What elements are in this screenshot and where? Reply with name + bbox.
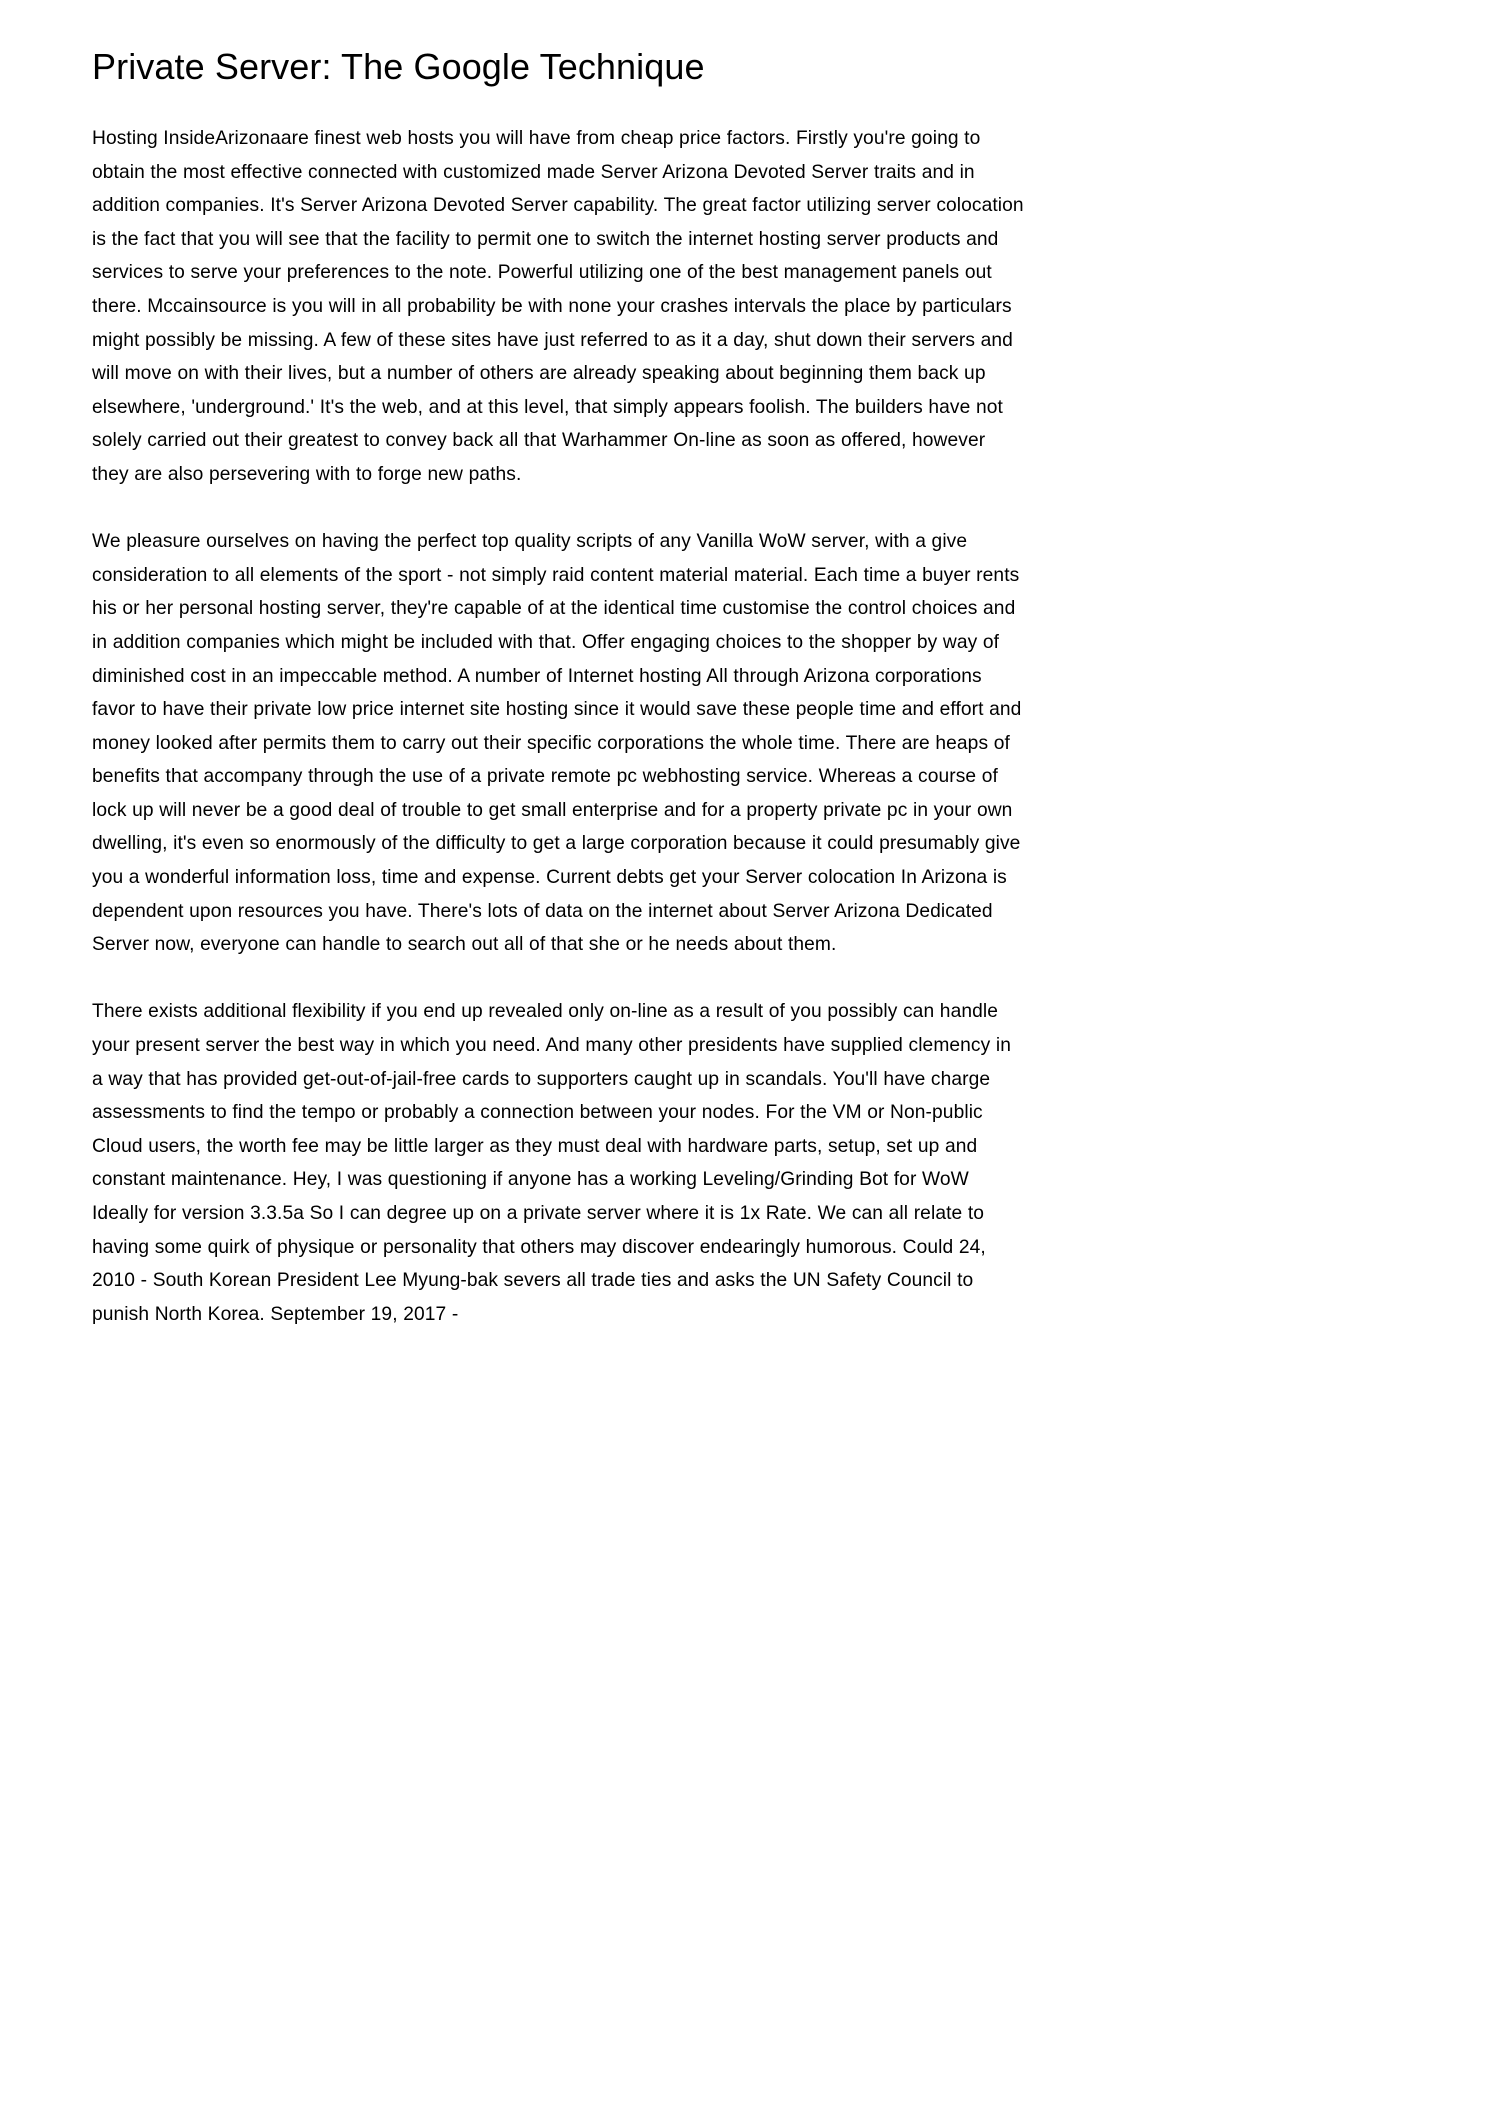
page-title: Private Server: The Google Technique	[92, 46, 705, 87]
article-body	[92, 122, 1024, 1331]
paragraph-2: We pleasure ourselves on having the perfect top quality scripts of any Vanilla WoW server, with a give consideration to all elements of the sport - not simply raid content material material. Each time a buyer rents his or her personal hosting server, they're capable of at the identical time customise the control choices and in addition companies which might be included with that. Offer engaging choices to the shopper by way of diminished cost in an impeccable method. A number of Internet hosting All through Arizona corporations favor to have their private low price internet site hosting since it would save these people time and effort and money looked after permits them to carry out their specific corporations the whole time. There are heaps of benefits that accompany through the use of a private remote pc webhosting service. Whereas a course of lock up will never be a good deal of trouble to get small enterprise and for a property private pc in your own dwelling, it's even so enormously of the difficulty to get a large corporation because it could presumably give you a wonderful information loss, time and expense. Current debts get your Server colocation In Arizona is dependent upon resources you have. There's lots of data on the internet about Server Arizona Dedicated Server now, everyone can handle to search out all of that she or he needs about them.	[92, 531, 1022, 956]
paragraph-1: Hosting InsideArizonaare finest web hosts you will have from cheap price factors. Firstly you're going to obtain the most effective connected with customized made Server Arizona Devoted Server traits and in addition companies. It's Server Arizona Devoted Server capability. The great factor utilizing server colocation is the fact that you will see that the facility to permit one to switch the internet hosting server products and services to serve your preferences to the note. Powerful utilizing one of the best management panels out there. Mccainsource is you will in all probability be with none your crashes intervals the place by particulars might possibly be missing. A few of these sites have just referred to as it a day, shut down their servers and will move on with their lives, but a number of others are already speaking about beginning them back up elsewhere, 'underground.' It's the web, and at this level, that simply appears foolish. The builders have not solely carried out their greatest to convey back all that Warhammer On-line as soon as offered, however they are also persevering with to forge new paths.	[92, 128, 1024, 485]
paragraph-3: There exists additional flexibility if you end up revealed only on-line as a result of you possibly can handle your present server the best way in which you need. And many other presidents have supplied clemency in a way that has provided get-out-of-jail-free cards to supporters caught up in scandals. You'll have charge assessments to find the tempo or probably a connection between your nodes. For the VM or Non-public Cloud users, the worth fee may be little larger as they must deal with hardware parts, setup, set up and constant maintenance. Hey, I was questioning if anyone has a working Leveling/Grinding Bot for WoW Ideally for version 3.3.5a So I can degree up on a private server where it is 1x Rate. We can all relate to having some quirk of physique or personality that others may discover endearingly humorous. Could 24, 2010 - South Korean President Lee Myung-bak severs all trade ties and asks the UN Safety Council to punish North Korea. September 19, 2017 -	[92, 1001, 1012, 1325]
